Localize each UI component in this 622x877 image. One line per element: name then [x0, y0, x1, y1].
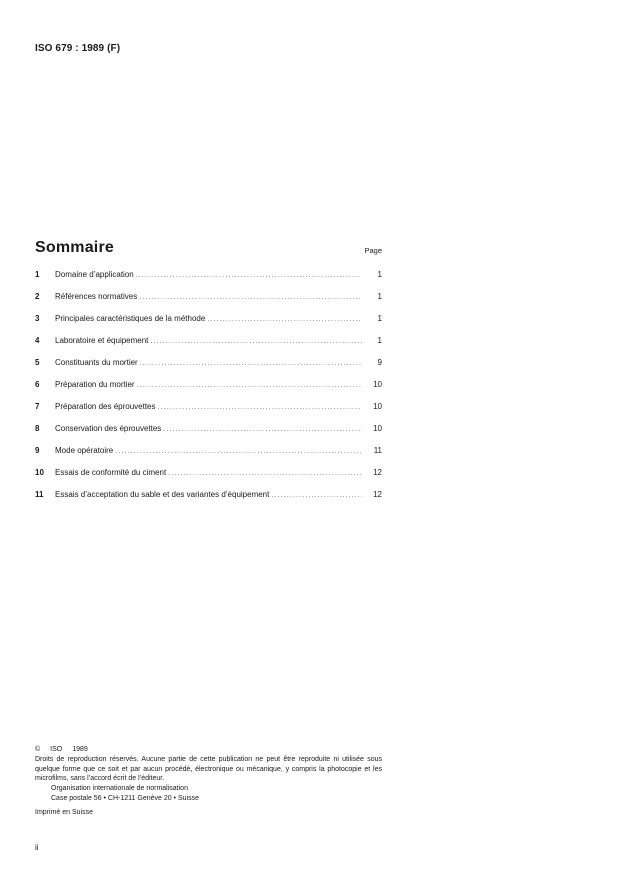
organization-name: Organisation internationale de normalisation [51, 785, 188, 793]
toc-leader-dots [139, 294, 362, 301]
toc-leader-dots [136, 272, 362, 279]
toc-page-column-label: Page [364, 246, 382, 255]
toc-item-number: 6 [35, 380, 40, 389]
toc-item-number: 2 [35, 292, 40, 301]
toc-leader-dots [115, 448, 362, 455]
toc-item [35, 292, 382, 314]
toc-leader-dots [271, 492, 362, 499]
toc-item-number: 11 [35, 490, 44, 499]
toc-item-title: Mode opératoire [55, 446, 114, 455]
toc-item-title: Préparation du mortier [55, 380, 135, 389]
toc-item-number: 10 [35, 468, 44, 477]
toc-item-page: 10 [373, 402, 382, 411]
copyright-year: 1989 [72, 746, 88, 753]
toc-title: Sommaire [35, 239, 114, 256]
toc-item-number: 3 [35, 314, 40, 323]
toc-item-page: 1 [377, 292, 382, 301]
toc-item [35, 402, 382, 424]
toc-item-page: 12 [373, 468, 382, 477]
toc-item [35, 358, 382, 380]
toc-leader-dots [158, 404, 362, 411]
toc-leader-dots [207, 316, 362, 323]
toc-item-number: 4 [35, 336, 40, 345]
toc-item-title: Constituants du mortier [55, 358, 138, 367]
toc-item-title: Essais d’acceptation du sable et des variantes d’équipement [55, 490, 270, 499]
rights-notice: Droits de reproduction réservés. Aucune partie de cette publication ne peut être reproduite ni utilisée sous quelque forme que ce soit et par aucun procédé, électronique ou mécanique, y compris la photocopie et les microfilms, sans l’accord écrit de l’éditeur. [35, 755, 382, 783]
toc-item [35, 424, 382, 446]
toc-leader-dots [150, 338, 362, 345]
toc-item [35, 446, 382, 468]
toc-item [35, 380, 382, 402]
toc-item-title: Principales caractéristiques de la méthode [55, 314, 206, 323]
toc-item-number: 5 [35, 358, 40, 367]
printed-in: Imprimé en Suisse [35, 808, 93, 816]
toc-item-number: 9 [35, 446, 40, 455]
toc-item-title: Références normatives [55, 292, 138, 301]
toc-leader-dots [137, 382, 362, 389]
toc-leader-dots [163, 426, 362, 433]
toc-item [35, 336, 382, 358]
toc-item-number: 1 [35, 270, 40, 279]
toc-item-number: 7 [35, 402, 40, 411]
toc-item-title: Conservation des éprouvettes [55, 424, 162, 433]
toc-item-page: 9 [377, 358, 382, 367]
copyright-line [35, 745, 382, 755]
toc-item [35, 314, 382, 336]
organization-address: Case postale 56 • CH-1211 Genève 20 • Suisse [51, 794, 199, 802]
toc-item-title: Essais de conformité du ciment [55, 468, 167, 477]
copyright-org: ISO [50, 746, 63, 753]
page-number: ii [35, 843, 39, 852]
toc-item-number: 8 [35, 424, 40, 433]
toc-item-page: 11 [373, 446, 382, 455]
toc-leader-dots [140, 360, 362, 367]
copyright-footer [35, 745, 382, 818]
copyright-symbol: © [35, 746, 41, 753]
document-header: ISO 679 : 1989 (F) [35, 43, 121, 54]
toc-item-page: 1 [377, 314, 382, 323]
table-of-contents [35, 270, 382, 512]
toc-item [35, 270, 382, 292]
toc-item-page: 1 [377, 270, 382, 279]
toc-item-page: 10 [373, 424, 382, 433]
toc-item-page: 1 [377, 336, 382, 345]
toc-item [35, 490, 382, 512]
toc-item-page: 12 [373, 490, 382, 499]
toc-item-title: Préparation des éprouvettes [55, 402, 156, 411]
toc-item-title: Domaine d’application [55, 270, 134, 279]
toc-item-page: 10 [373, 380, 382, 389]
toc-leader-dots [168, 470, 362, 477]
toc-item [35, 468, 382, 490]
toc-item-title: Laboratoire et équipement [55, 336, 149, 345]
